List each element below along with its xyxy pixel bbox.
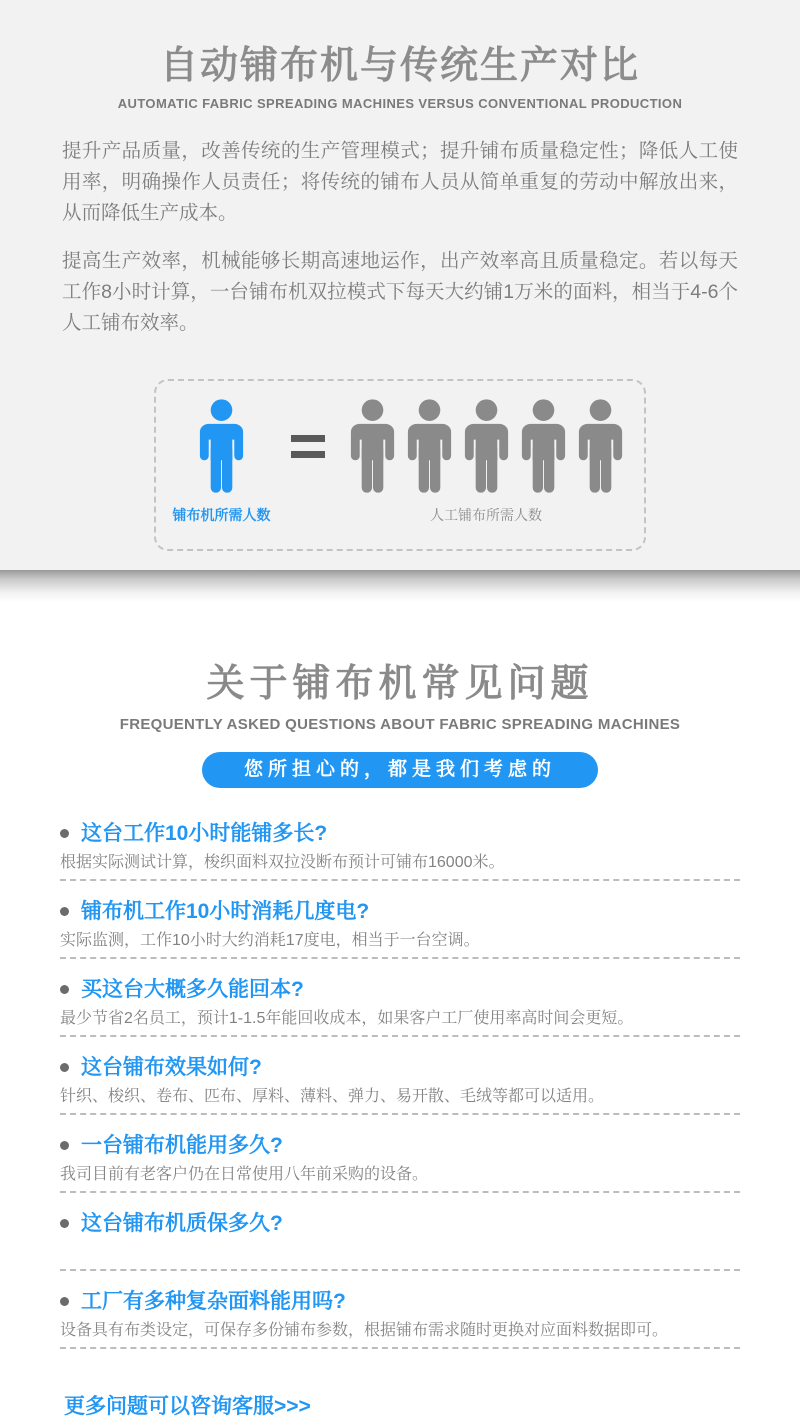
person-icon bbox=[194, 399, 249, 494]
faq-item bbox=[60, 898, 740, 959]
comparison-subtitle-en: AUTOMATIC FABRIC SPREADING MACHINES VERSUS CONVENTIONAL PRODUCTION bbox=[117, 96, 683, 111]
faq-question: 这台铺布机质保多久? bbox=[81, 1212, 283, 1235]
faq-question: 这台铺布效果如何? bbox=[81, 1056, 262, 1079]
machine-staff-label: 铺布机所需人数 bbox=[172, 507, 271, 523]
equals-icon bbox=[291, 399, 325, 494]
bullet-icon bbox=[60, 1219, 69, 1228]
faq-question: 这台工作10小时能铺多长? bbox=[81, 822, 328, 845]
machine-staff-column bbox=[173, 399, 271, 525]
comparison-paragraph-2: 提高生产效率，机械能够长期高速地运作，出产效率高且质量稳定。若以每天工作8小时计算，一台铺布机双拉模式下每天大约铺1万米的面料，相当于4-6个人工铺布效率。 bbox=[62, 250, 738, 334]
faq-title: 关于铺布机常见问题 bbox=[206, 663, 594, 705]
faq-item bbox=[60, 1054, 740, 1115]
person-icon bbox=[516, 399, 571, 494]
faq-item bbox=[60, 1132, 740, 1193]
comparison-title: 自动铺布机与传统生产对比 bbox=[159, 45, 640, 87]
person-icon bbox=[459, 399, 514, 494]
faq-answer: 实际监测，工作10小时大约消耗17度电，相当于一台空调。 bbox=[60, 932, 480, 949]
staffing-comparison-illustration bbox=[154, 379, 646, 551]
faq-question: 铺布机工作10小时消耗几度电? bbox=[81, 900, 370, 923]
bullet-icon bbox=[60, 1141, 69, 1150]
faq-subtitle-en: FREQUENTLY ASKED QUESTIONS ABOUT FABRIC SPREADING MACHINES bbox=[119, 716, 681, 733]
faq-answer bbox=[60, 1242, 740, 1263]
bullet-icon bbox=[60, 829, 69, 838]
section-shadow-divider bbox=[0, 570, 800, 602]
faq-answer: 针织、梭织、卷布、匹布、厚料、薄料、弹力、易开散、毛绒等都可以适用。 bbox=[60, 1088, 605, 1105]
faq-section bbox=[0, 602, 800, 1416]
faq-question: 一台铺布机能用多久? bbox=[81, 1134, 283, 1157]
machine-person-group bbox=[194, 399, 249, 494]
contact-service-link[interactable]: 更多问题可以咨询客服>>> bbox=[64, 1395, 311, 1418]
comparison-paragraph-1: 提升产品质量，改善传统的生产管理模式；提升铺布质量稳定性；降低人工使用率，明确操作人员责任；将传统的铺布人员从简单重复的劳动中解放出来，从而降低生产成本。 bbox=[62, 140, 738, 224]
comparison-section bbox=[0, 0, 800, 570]
faq-question: 买这台大概多久能回本? bbox=[81, 978, 304, 1001]
faq-answer: 根据实际测试计算，梭织面料双拉没断布预计可铺布16000米。 bbox=[60, 854, 505, 871]
dashed-divider bbox=[60, 1347, 740, 1349]
faq-answer: 设备具有布类设定，可保存多份铺布参数，根据铺布需求随时更换对应面料数据即可。 bbox=[60, 1322, 669, 1339]
faq-item bbox=[60, 976, 740, 1037]
faq-item bbox=[60, 1210, 740, 1271]
faq-list bbox=[60, 820, 740, 1349]
manual-staff-label: 人工铺布所需人数 bbox=[430, 507, 542, 523]
person-icon bbox=[573, 399, 628, 494]
dashed-divider bbox=[60, 1035, 740, 1037]
faq-answer: 我司目前有老客户仍在日常使用八年前采购的设备。 bbox=[60, 1166, 429, 1183]
faq-item bbox=[60, 820, 740, 881]
manual-staff-column bbox=[345, 399, 628, 525]
faq-item bbox=[60, 1288, 740, 1349]
bullet-icon bbox=[60, 1063, 69, 1072]
bullet-icon bbox=[60, 1297, 69, 1306]
bullet-icon bbox=[60, 907, 69, 916]
manual-person-group bbox=[345, 399, 628, 494]
faq-answer: 最少节省2名员工，预计1-1.5年能回收成本，如果客户工厂使用率高时间会更短。 bbox=[60, 1010, 634, 1027]
person-icon bbox=[402, 399, 457, 494]
dashed-divider bbox=[60, 879, 740, 881]
dashed-divider bbox=[60, 1113, 740, 1115]
faq-banner-pill: 您所担心的，都是我们考虑的 bbox=[202, 752, 598, 788]
person-icon bbox=[345, 399, 400, 494]
dashed-divider bbox=[60, 1269, 740, 1271]
bullet-icon bbox=[60, 985, 69, 994]
dashed-divider bbox=[60, 957, 740, 959]
faq-question: 工厂有多种复杂面料能用吗? bbox=[81, 1290, 346, 1313]
dashed-divider bbox=[60, 1191, 740, 1193]
